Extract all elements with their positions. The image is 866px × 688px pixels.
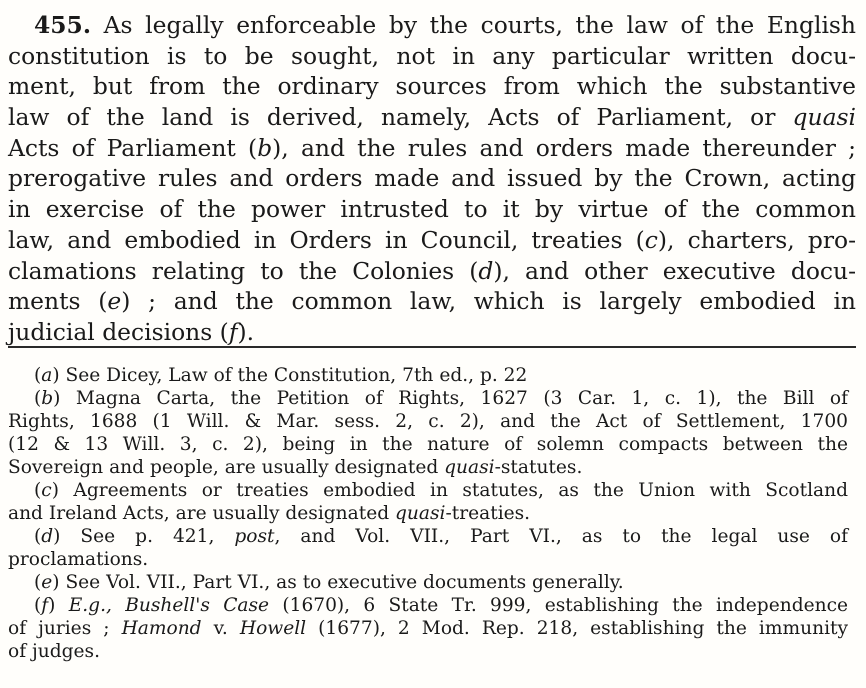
footnote-c: (c) Agreements or treaties embodied in statutes, as the Union with Scotland	[34, 480, 848, 501]
footnote-f-line: of juries ; Hamond v. Howell (1677), 2 Mod. Rep. 218, establishing the immunity	[8, 618, 848, 639]
footnote-f-line: of judges.	[8, 641, 100, 662]
paragraph-line: law, and embodied in Orders in Council, treaties (c), charters, pro-	[8, 225, 856, 254]
footnote-b: (b) Magna Carta, the Petition of Rights, 1627 (3 Car. 1, c. 1), the Bill of	[34, 388, 848, 409]
footnote-b-line: Rights, 1688 (1 Will. & Mar. sess. 2, c. 2), and the Act of Settlement, 1700	[8, 411, 848, 432]
footnote-a: (a) See Dicey, Law of the Constitution, 7th ed., p. 22	[34, 365, 528, 386]
footnote-c-line: and Ireland Acts, are usually designated quasi-treaties.	[8, 503, 531, 524]
footnote-d: (d) See p. 421, post, and Vol. VII., Part VI., as to the legal use of	[34, 526, 848, 547]
paragraph-line: clamations relating to the Colonies (d), and other executive docu-	[8, 256, 857, 285]
paragraph-line: ments (e) ; and the common law, which is largely embodied in	[8, 287, 857, 316]
paragraph-line: in exercise of the power intrusted to it by virtue of the common	[8, 195, 856, 224]
footnote-b-line: (12 & 13 Will. 3, c. 2), being in the nature of solemn compacts between the	[8, 434, 848, 455]
paragraph-line: prerogative rules and orders made and issued by the Crown, acting	[8, 164, 856, 193]
section-455-paragraph	[8, 10, 856, 348]
footnote-divider	[8, 346, 856, 348]
footnote-e: (e) See Vol. VII., Part VI., as to executive documents generally.	[34, 572, 624, 593]
footnote-d-line: proclamations.	[8, 549, 149, 570]
paragraph-line: 455. As legally enforceable by the courts, the law of the English	[34, 11, 856, 39]
paragraph-line: ment, but from the ordinary sources from which the substantive	[8, 72, 856, 101]
footnotes	[8, 364, 848, 663]
footnote-b-line: Sovereign and people, are usually designated quasi-statutes.	[8, 457, 583, 478]
section-number: 455.	[34, 11, 91, 39]
paragraph-line: judicial decisions (f).	[8, 317, 255, 346]
footnote-f: (f) E.g., Bushell's Case (1670), 6 State Tr. 999, establishing the independence	[34, 595, 848, 616]
paragraph-line: law of the land is derived, namely, Acts of Parliament, or quasi	[8, 103, 856, 132]
paragraph-line: constitution is to be sought, not in any particular written docu-	[8, 41, 856, 70]
paragraph-line: Acts of Parliament (b), and the rules and orders made thereunder ;	[8, 133, 857, 162]
